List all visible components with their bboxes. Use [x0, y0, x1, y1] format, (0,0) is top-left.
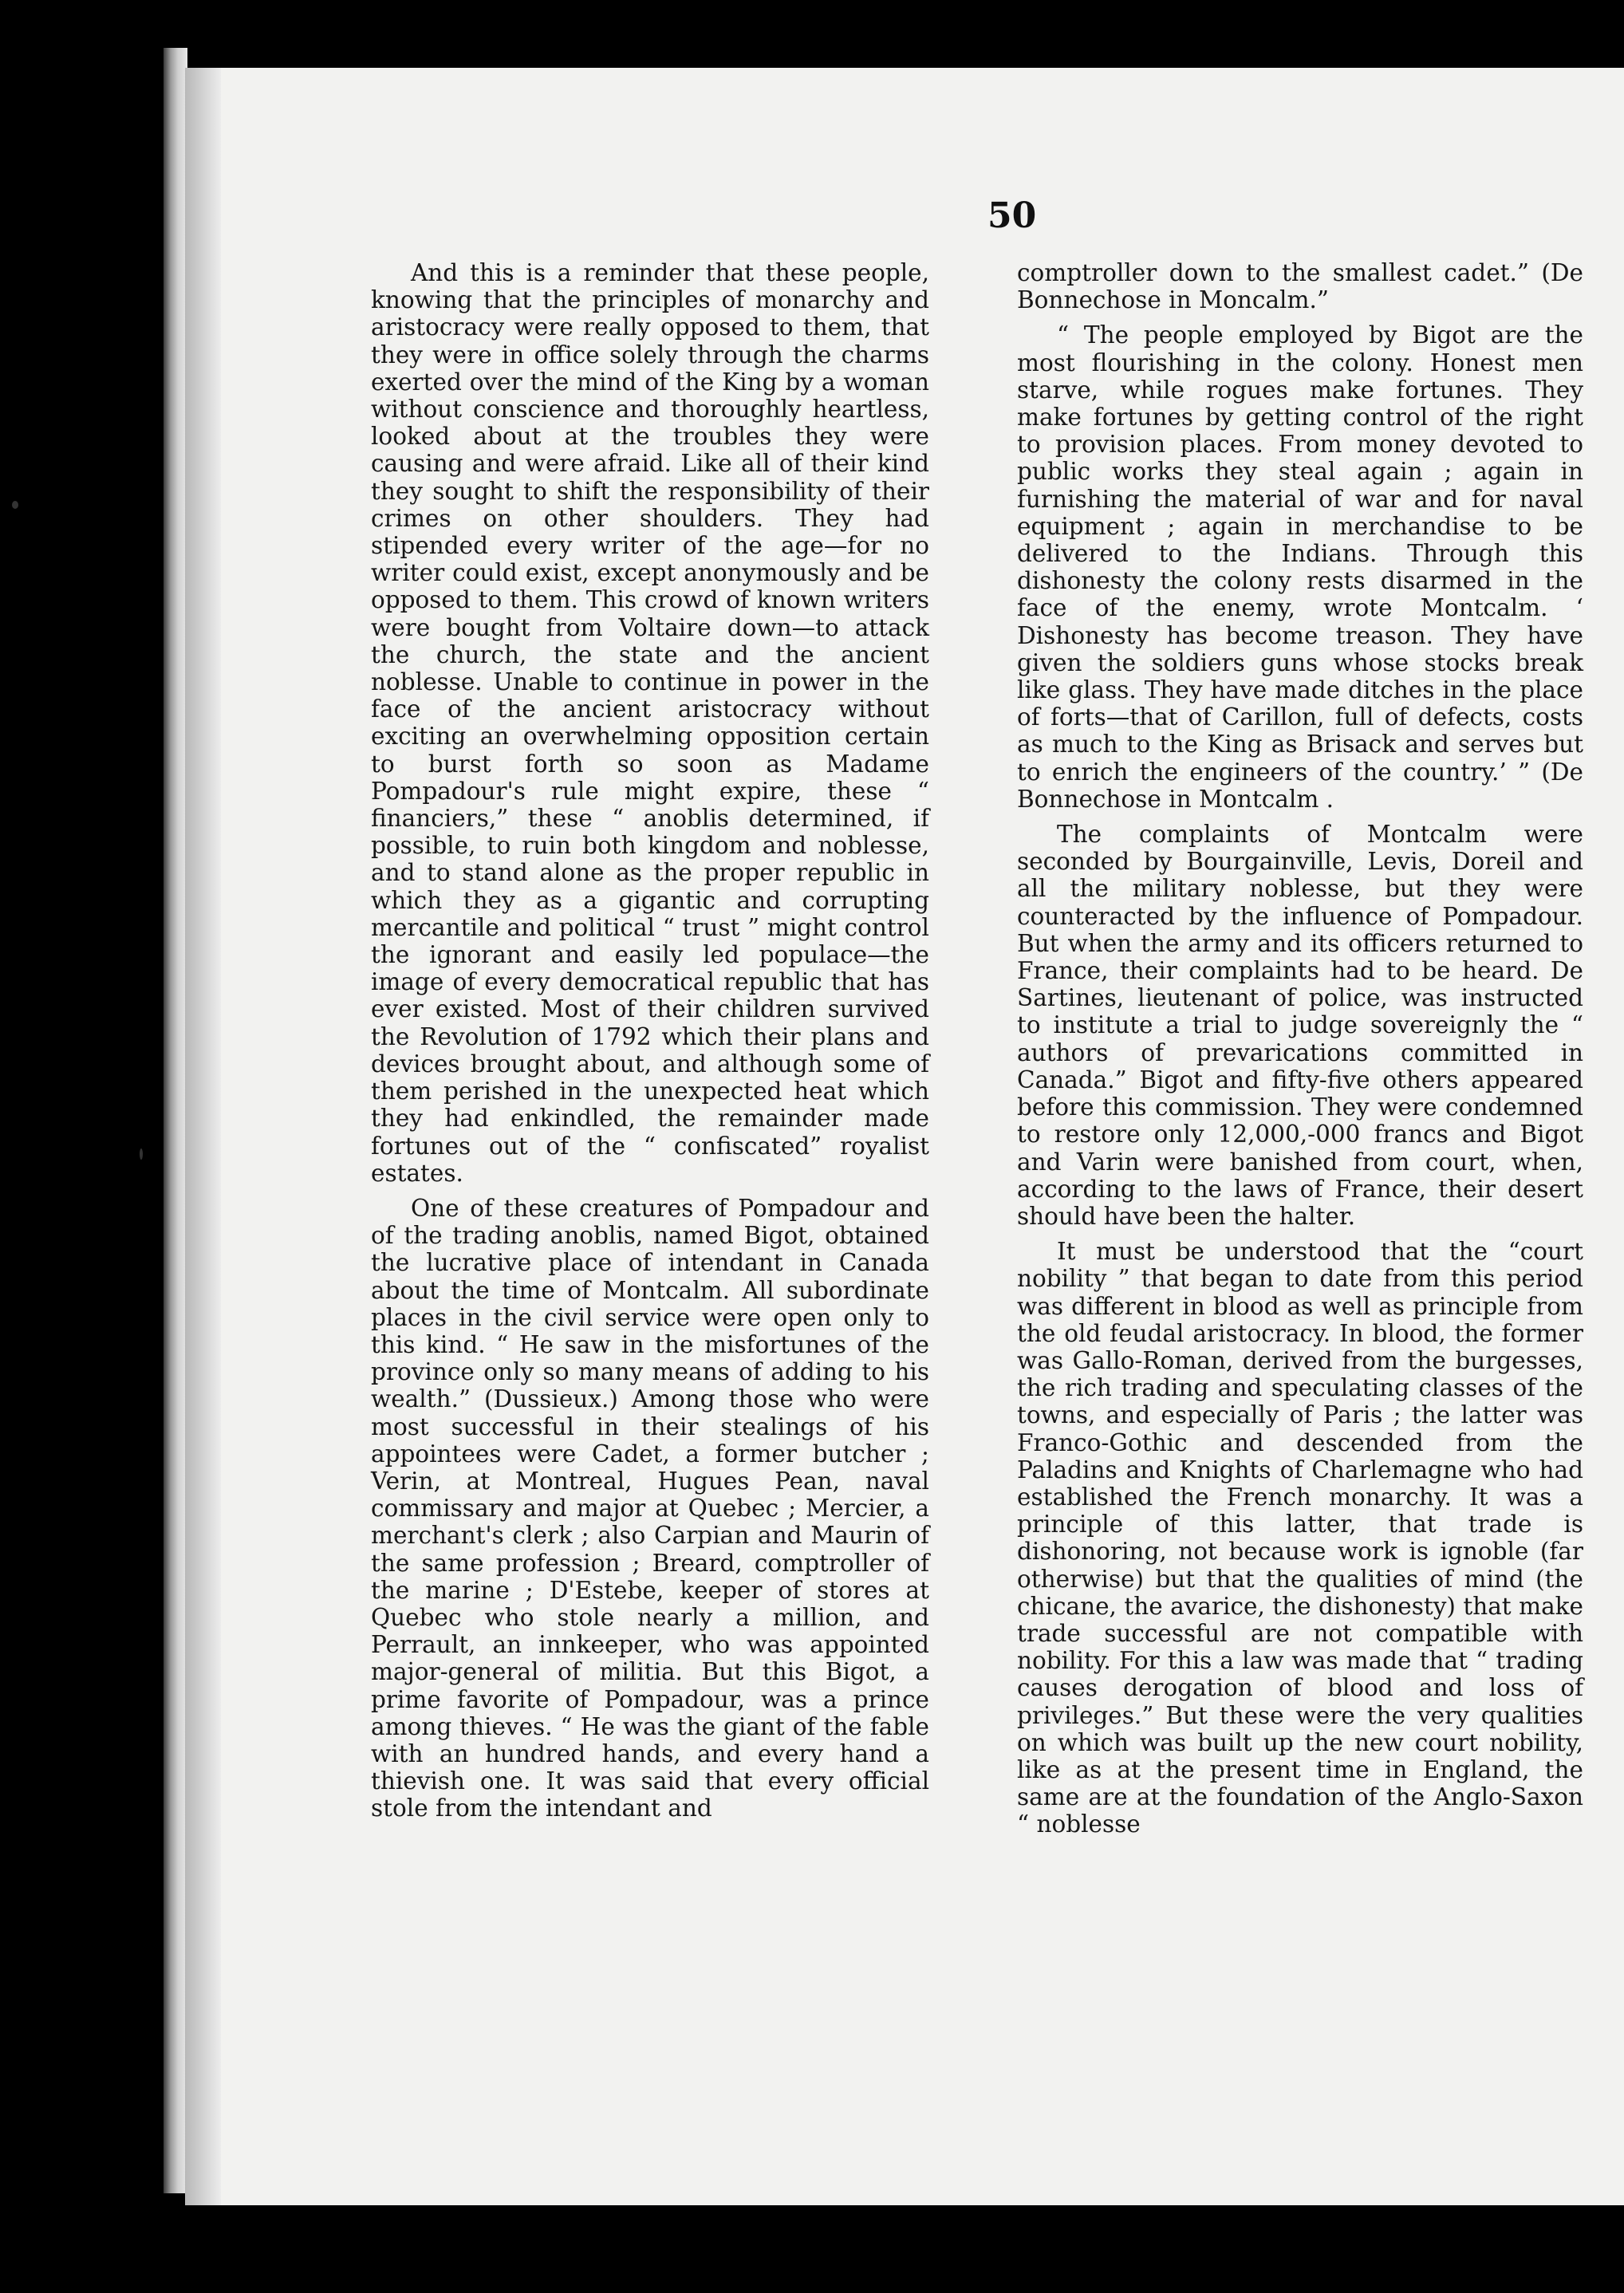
scan-border — [164, 48, 187, 2193]
right-column — [1017, 259, 1583, 1846]
paragraph: The complaints of Montcalm were seconded by Bourgainville, Levis, Doreil and all the military noblesse, but they were counteracted by the influence of Pompadour. But when the army and its officers returned to France, their complaints had to be heard. De Sartines, lieutenant of police, was instructed to institute a trial to judge sovereignly the “ authors of prevarications committed in Canada.” Bigot and fifty-five others appeared before this commission. They were condemned to restore only 12,000,-000 francs and Bigot and Varin were banished from court, when, according to the laws of France, their desert should have been the halter. — [1017, 821, 1583, 1230]
page-number: 50 — [987, 195, 1037, 236]
left-column — [371, 259, 929, 1830]
scan-speck — [12, 501, 18, 509]
paragraph: “ The people employed by Bigot are the most flourishing in the colony. Honest men starve, while rogues make fortunes. They make fortunes by getting control of the right to provision places. From money devoted to public works they steal again ; again in furnishing the material of war and for naval equipment ; again in merchandise to be delivered to the Indians. Through this dishonesty the colony rests disarmed in the face of the enemy, wrote Montcalm. ‘ Dishonesty has become treason. They have given the soldiers guns whose stocks break like glass. They have made ditches in the place of forts—that of Carillon, full of defects, costs as much to the King as Brisack and serves but to enrich the engineers of the country.’ ” (De Bonnechose in Montcalm . — [1017, 321, 1583, 813]
scan-speck — [140, 1148, 143, 1160]
paragraph: One of these creatures of Pompadour and of the trading anoblis, named Bigot, obtained the lucrative place of intendant in Canada about the time of Montcalm. All subordinate places in the civil service were open only to this kind. “ He saw in the misfortunes of the province only so many means of adding to his wealth.” (Dussieux.) Among those who were most successful in their stealings of his appointees were Cadet, a former butcher ; Verin, at Montreal, Hugues Pean, naval commissary and major at Quebec ; Mercier, a merchant's clerk ; also Carpian and Maurin of the same profession ; Breard, comptroller of the marine ; D'Estebe, keeper of stores at Quebec who stole nearly a million, and Perrault, an innkeeper, who was appointed major-general of militia. But this Bigot, a prime favorite of Pompadour, was a prince among thieves. “ He was the giant of the fable with an hundred hands, and every hand a thievish one. It was said that every official stole from the intendant and — [371, 1194, 929, 1822]
paragraph: comptroller down to the smallest cadet.” (De Bonnechose in Moncalm.” — [1017, 259, 1583, 314]
paragraph: It must be understood that the “court nobility ” that began to date from this period was different in blood as well as principle from the old feudal aristocracy. In blood, the former was Gallo-Roman, derived from the burgesses, the rich trading and speculating classes of the towns, and especially of Paris ; the latter was Franco-Gothic and descended from the Paladins and Knights of Charlemagne who had established the French monarchy. It was a principle of this latter, that trade is dishonoring, not because work is ignoble (far otherwise) but that the qualities of mind (the chicane, the avarice, the dishonesty) that make trade successful are not compatible with nobility. For this a law was made that “ trading causes derogation of blood and loss of privileges.” But these were the very qualities on which was built up the new court nobility, like as at the present time in England, the same are at the foundation of the Anglo-Saxon “ noblesse — [1017, 1238, 1583, 1838]
paragraph: And this is a reminder that these people, knowing that the principles of monarchy and aristocracy were really opposed to them, that they were in office solely through the charms exerted over the mind of the King by a woman without conscience and thoroughly heartless, looked about at the troubles they were causing and were afraid. Like all of their kind they sought to shift the responsibility of their crimes on other shoulders. They had stipended every writer of the age—for no writer could exist, except anonymously and be opposed to them. This crowd of known writers were bought from Voltaire down—to attack the church, the state and the ancient noblesse. Unable to continue in power in the face of the ancient aristocracy without exciting an overwhelming opposition certain to burst forth so soon as Madame Pompadour's rule might expire, these “ financiers,” these “ anoblis determined, if possible, to ruin both kingdom and noblesse, and to stand alone as the proper republic in which they as a gigantic and corrupting mercantile and political “ trust ” might control the ignorant and easily led populace—the image of every democratical republic that has ever existed. Most of their children survived the Revolution of 1792 which their plans and devices brought about, and although some of them perished in the unexpected heat which they had enkindled, the remainder made fortunes out of the “ confiscated” royalist estates. — [371, 259, 929, 1187]
